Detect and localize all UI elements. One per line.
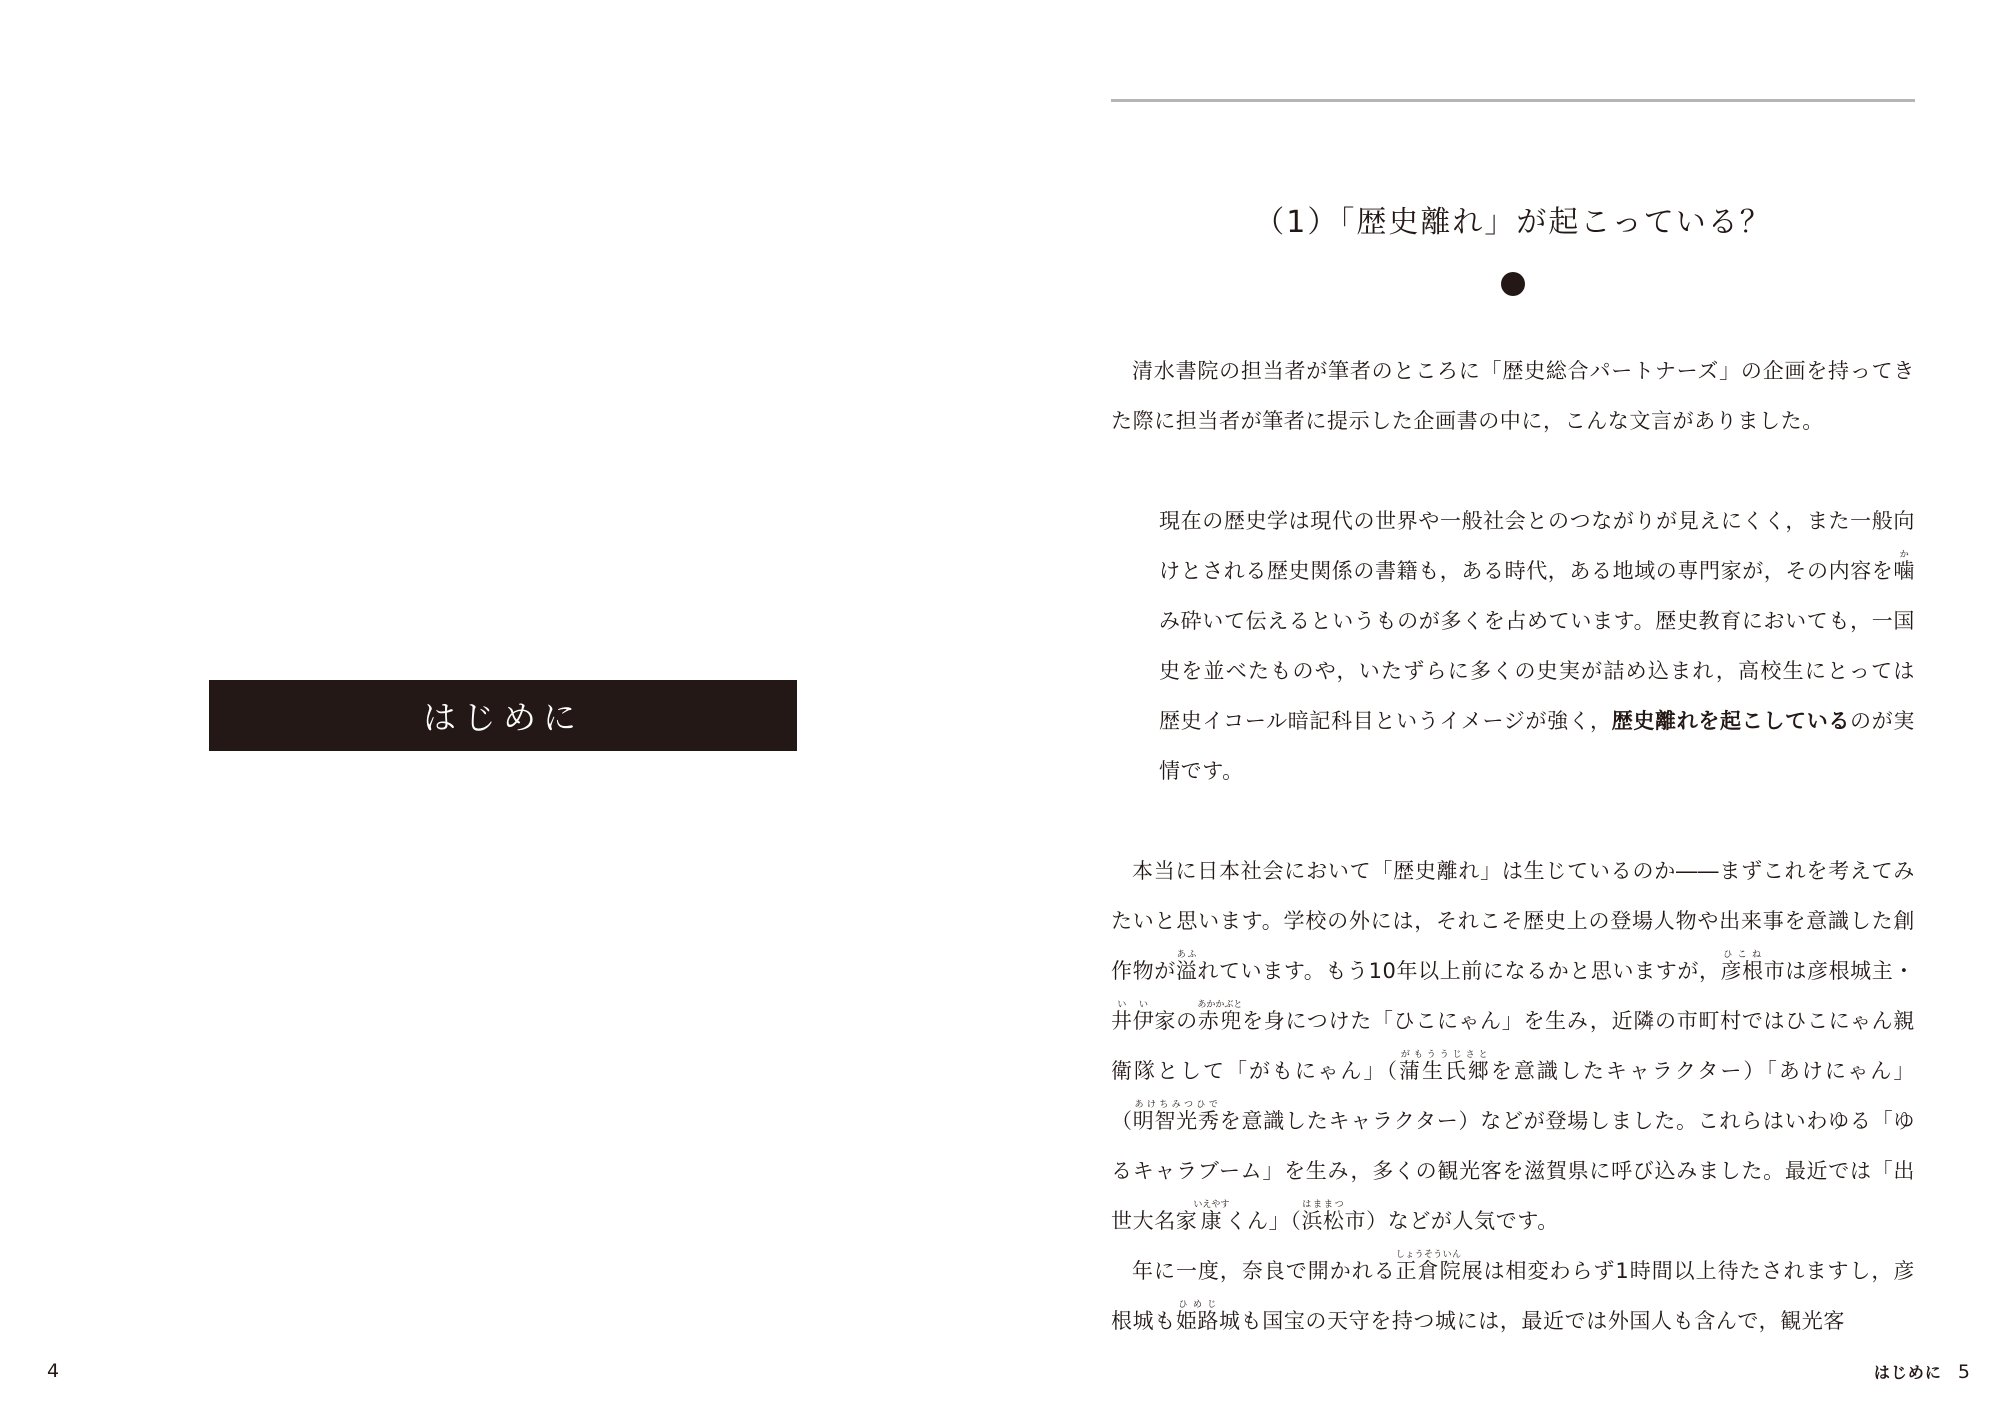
- ruby-annotation: 溢あふ: [1175, 950, 1198, 983]
- right-page: [1000, 0, 2000, 1419]
- top-rule: [1111, 99, 1915, 102]
- ruby-annotation: 彦根ひこね: [1720, 950, 1764, 983]
- paragraph-intro: 清水書院の担当者が筆者のところに「歴史総合パートナーズ」の企画を持ってきた際に担当者が筆者に提示した企画書の中に，こんな文言がありました。: [1111, 359, 1915, 433]
- page-number-right: 5: [1957, 1361, 1970, 1383]
- section-title: （1）「歴史離れ」が起こっている？: [1254, 205, 1772, 240]
- ruby-annotation: 康いえやす: [1193, 1200, 1230, 1233]
- ruby-annotation: 正倉院しょうそういん: [1395, 1250, 1462, 1283]
- page-number-left: 4: [47, 1360, 60, 1382]
- ruby-annotation: 姫路ひめじ: [1175, 1300, 1220, 1333]
- ruby-annotation: 井伊いい: [1111, 1000, 1155, 1033]
- body-text: [1111, 346, 1915, 1346]
- ruby-annotation: 明智光秀あけちみつひで: [1132, 1100, 1220, 1133]
- chapter-heading-text: はじめに: [423, 698, 583, 737]
- ruby-annotation: 赤兜あかかぶと: [1197, 1000, 1243, 1033]
- running-head: はじめに: [1873, 1363, 1942, 1382]
- quoted-proposal: 現在の歴史学は現代の世界や一般社会とのつながりが見えにくく，また一般向けとされる歴史関係の書籍も，ある時代，ある地域の専門家が，その内容を噛かみ砕いて伝えるというものが多くを占めています。歴史教育においても，一国史を並べたものや，いたずらに多くの史実が詰め込まれ，高校生にとっては歴史イコール暗記科目というイメージが強く，歴史離れを起こしているのが実情です。: [1159, 509, 1916, 783]
- paragraph-main: 本当に日本社会において「歴史離れ」は生じているのか――まずこれを考えてみたいと思います。学校の外には，それこそ歴史上の登場人物や出来事を意識した創作物が溢あふれています。もう10年以上前になるかと思いますが，彦根ひこね市は彦根城主・井伊いい家の赤兜あかかぶとを身につけた「ひこにゃん」を生み，近隣の市町村ではひこにゃん親衛隊として「がもにゃん」（蒲生氏郷がもううじさとを意識したキャラクター）「あけにゃん」（明智光秀あけちみつひでを意識したキャラクター）などが登場しました。これらはいわゆる「ゆるキャラブーム」を生み，多くの観光客を滋賀県に呼び込みました。最近では「出世大名家康いえやすくん」（浜松はままつ市）などが人気です。 年に一度，奈良で開かれる正倉院しょうそういん展は相変わらず1時間以上待たされますし，彦根城も姫路ひめじ城も国宝の天守を持つ城には，最近では外国人も含んで，観光客: [1111, 859, 1915, 1333]
- emphasis-text: 歴史離れを起こしている: [1611, 709, 1851, 733]
- ruby-annotation: 浜松はままつ: [1301, 1200, 1345, 1233]
- footer-right: [1874, 1360, 1970, 1383]
- ruby-annotation: 蒲生氏郷がもううじさと: [1398, 1050, 1491, 1083]
- ruby-annotation: 噛か: [1893, 550, 1916, 583]
- chapter-heading: [209, 680, 797, 751]
- bullet-dot-icon: [1501, 272, 1525, 296]
